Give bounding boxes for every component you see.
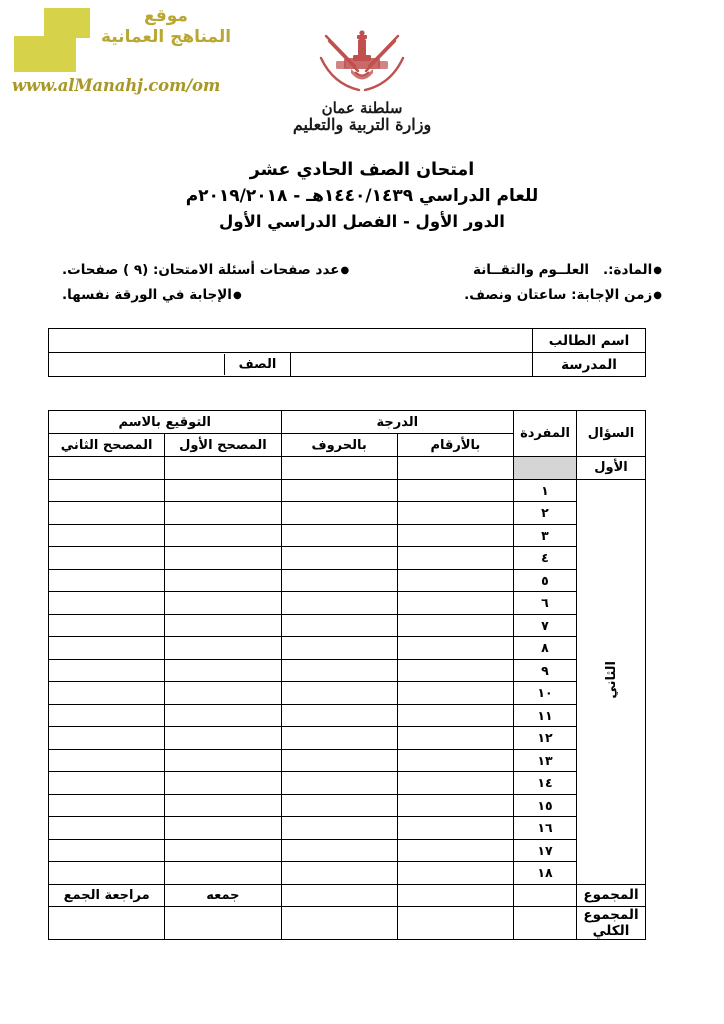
emblem-calligraphy-line-2: وزارة التربية والتعليم [292,114,432,134]
table-row [49,817,646,840]
item-cell-shaded [514,457,577,480]
school-field[interactable] [291,353,533,377]
item-number-cell: ١١ [514,704,577,727]
watermark-line-1: موقع [144,6,188,26]
class-field-group [49,353,291,377]
marker-second-cell[interactable] [49,862,165,885]
grade-letters-cell[interactable] [281,502,397,525]
total-letters-cell[interactable] [281,884,397,907]
table-row [49,794,646,817]
grade-letters-cell[interactable] [281,749,397,772]
grade-letters-cell[interactable] [281,524,397,547]
item-number-cell: ١٧ [514,839,577,862]
item-number-cell: ٧ [514,614,577,637]
marker-first-cell[interactable] [165,637,281,660]
marker-first-cell[interactable] [165,614,281,637]
marker-second-cell[interactable] [49,547,165,570]
grade-numbers-cell[interactable] [397,862,513,885]
item-number-cell: ٢ [514,502,577,525]
grade-letters-cell[interactable] [281,614,397,637]
grade-numbers-cell[interactable] [397,524,513,547]
subject-value: العلــوم والتقــانة [473,262,590,278]
table-row [49,907,646,940]
header-grade-letters: بالحروف [281,434,397,457]
grand-total-marker2-cell[interactable] [49,907,165,940]
grade-numbers-cell[interactable] [397,772,513,795]
table-row [49,682,646,705]
grade-letters-cell[interactable] [281,547,397,570]
marker-second-cell[interactable] [49,479,165,502]
answer-note-text: الإجابة في الورقة نفسها. [62,287,232,303]
grade-numbers-cell[interactable] [397,659,513,682]
item-number-cell: ١٨ [514,862,577,885]
grade-letters-cell[interactable] [281,659,397,682]
grade-numbers-cell[interactable] [397,817,513,840]
marker-first-cell[interactable] [165,592,281,615]
emblem-calligraphy-line-1: سلطنة عمان [321,99,403,117]
grade-numbers-cell[interactable] [397,547,513,570]
subject-info [473,262,662,278]
grade-letters-cell[interactable] [281,727,397,750]
grade-numbers-cell[interactable] [397,569,513,592]
item-number-cell: ١ [514,479,577,502]
grading-table [48,410,646,940]
grade-numbers-cell[interactable] [397,502,513,525]
item-number-cell: ٤ [514,547,577,570]
grade-letters-cell[interactable] [281,479,397,502]
class-label: الصف [225,354,291,375]
table-row [49,637,646,660]
table-row [49,547,646,570]
grade-letters-cell[interactable] [281,457,397,480]
table-row [49,772,646,795]
grading-table-body [49,457,646,885]
item-number-cell: ١٣ [514,749,577,772]
oman-national-emblem-icon [303,28,421,100]
grade-numbers-cell[interactable] [397,592,513,615]
grand-total-item-cell[interactable] [514,907,577,940]
header-signature: التوقيع بالاسم [49,411,282,434]
marker-first-cell[interactable] [165,457,281,480]
item-number-cell: ٦ [514,592,577,615]
item-number-cell: ١٢ [514,727,577,750]
marker-first-cell[interactable] [165,862,281,885]
marker-second-cell[interactable] [49,817,165,840]
grade-letters-cell[interactable] [281,592,397,615]
item-number-cell: ٥ [514,569,577,592]
question-first-label: الأول [577,457,646,480]
total-numbers-cell[interactable] [397,884,513,907]
exam-title-line-2: للعام الدراسي ١٤٤٠/١٤٣٩هـ - ٢٠١٩/٢٠١٨م [185,185,539,206]
marker-first-cell[interactable] [165,479,281,502]
grade-letters-cell[interactable] [281,637,397,660]
bullet-icon: ● [340,265,350,276]
grade-numbers-cell[interactable] [397,479,513,502]
grade-numbers-cell[interactable] [397,637,513,660]
grade-letters-cell[interactable] [281,817,397,840]
marker-second-cell[interactable] [49,727,165,750]
marker-first-cell[interactable] [165,569,281,592]
student-name-field[interactable] [49,329,533,353]
answer-note-info [62,287,242,303]
grading-table-footer [49,884,646,940]
student-info-table [48,328,646,377]
watermark-url[interactable]: www.alManahj.com/om [11,76,221,95]
question-second-label [577,479,646,884]
table-row [49,353,646,377]
pages-count-text: عدد صفحات أسئلة الامتحان: (٩ ) صفحات. [62,262,340,278]
grade-letters-cell[interactable] [281,772,397,795]
exam-info-block [62,262,662,312]
grade-letters-cell[interactable] [281,839,397,862]
marker-first-cell[interactable] [165,794,281,817]
header-marker-first: المصحح الأول [165,434,281,457]
table-row [49,524,646,547]
marker-second-cell[interactable] [49,704,165,727]
duration-text: زمن الإجابة: ساعتان ونصف. [464,287,653,303]
bullet-icon: ● [232,290,242,301]
student-name-label: اسم الطالب [533,329,646,353]
marker-first-cell[interactable] [165,524,281,547]
bullet-icon: ● [653,265,662,276]
marker-second-cell[interactable] [49,682,165,705]
grade-letters-cell[interactable] [281,569,397,592]
item-number-cell: ٩ [514,659,577,682]
exam-info-row-1 [62,262,662,278]
grade-numbers-cell[interactable] [397,457,513,480]
marker-first-cell[interactable] [165,772,281,795]
grade-numbers-cell[interactable] [397,749,513,772]
table-row [49,592,646,615]
marker-first-cell[interactable] [165,547,281,570]
marker-second-cell[interactable] [49,502,165,525]
marker-first-cell[interactable] [165,839,281,862]
total-label: المجموع [577,884,646,907]
table-row [49,749,646,772]
marker-second-cell[interactable] [49,772,165,795]
pages-info [62,262,349,278]
marker-second-cell[interactable] [49,839,165,862]
item-number-cell: ٨ [514,637,577,660]
grand-total-numbers-cell[interactable] [397,907,513,940]
table-header-row-1 [49,411,646,434]
header-marker-second: المصحح الثاني [49,434,165,457]
grand-total-label: المجموع الكلي [577,907,646,940]
table-row [49,839,646,862]
total-item-cell[interactable] [514,884,577,907]
grand-total-marker1-cell[interactable] [165,907,281,940]
emblem-block [0,28,724,133]
bullet-icon: ● [653,290,662,301]
ministry-calligraphy [293,101,431,133]
exam-title-block [0,157,724,235]
table-row [49,884,646,907]
marker-first-cell[interactable] [165,502,281,525]
grade-numbers-cell[interactable] [397,704,513,727]
subject-label: المادة:. [603,262,653,278]
grade-numbers-cell[interactable] [397,794,513,817]
header-item: المفردة [514,411,577,457]
marker-first-cell[interactable] [165,727,281,750]
marker-second-cell[interactable] [49,457,165,480]
grade-letters-cell[interactable] [281,704,397,727]
header-grade: الدرجة [281,411,514,434]
item-number-cell: ١٠ [514,682,577,705]
table-row [49,569,646,592]
table-row [49,457,646,480]
table-row [49,704,646,727]
school-label: المدرسة [533,353,646,377]
header-grade-numbers: بالأرقام [397,434,513,457]
class-value-field[interactable] [49,354,225,375]
table-row [49,502,646,525]
question-second-label-text: الثاني [603,660,619,699]
table-row [49,862,646,885]
table-row [49,659,646,682]
marker-second-cell[interactable] [49,794,165,817]
exam-title-line-3: الدور الأول - الفصل الدراسي الأول [219,212,505,232]
marker-first-cell[interactable] [165,704,281,727]
table-row [49,614,646,637]
grade-numbers-cell[interactable] [397,614,513,637]
grade-numbers-cell[interactable] [397,682,513,705]
table-row [49,479,646,502]
table-row [49,329,646,353]
grade-numbers-cell[interactable] [397,839,513,862]
total-review-label: مراجعة الجمع [49,884,165,907]
exam-title-line-1: امتحان الصف الحادي عشر [249,160,475,180]
marker-second-cell[interactable] [49,749,165,772]
marker-second-cell[interactable] [49,592,165,615]
marker-second-cell[interactable] [49,614,165,637]
marker-first-cell[interactable] [165,659,281,682]
marker-first-cell[interactable] [165,749,281,772]
table-row [49,727,646,750]
grade-numbers-cell[interactable] [397,727,513,750]
marker-first-cell[interactable] [165,682,281,705]
grade-letters-cell[interactable] [281,862,397,885]
item-number-cell: ١٤ [514,772,577,795]
marker-second-cell[interactable] [49,569,165,592]
item-number-cell: ١٦ [514,817,577,840]
grade-letters-cell[interactable] [281,682,397,705]
item-number-cell: ٣ [514,524,577,547]
marker-second-cell[interactable] [49,637,165,660]
header-question: السؤال [577,411,646,457]
exam-info-row-2 [62,287,662,303]
marker-first-cell[interactable] [165,817,281,840]
total-sum-label: جمعه [165,884,281,907]
duration-info [464,287,662,303]
grand-total-letters-cell[interactable] [281,907,397,940]
marker-second-cell[interactable] [49,524,165,547]
marker-second-cell[interactable] [49,659,165,682]
grade-letters-cell[interactable] [281,794,397,817]
watermark-line-2: المناهج العمانية [100,26,232,47]
item-number-cell: ١٥ [514,794,577,817]
